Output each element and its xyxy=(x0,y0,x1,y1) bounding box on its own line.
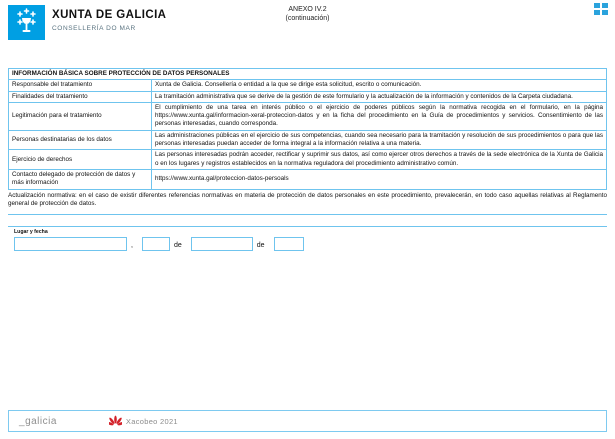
comma-separator: , xyxy=(131,242,133,250)
row-value: Las administraciones públicas en el ejercicio de sus competencias, cuando sea necesario para la tramitación y resolución de sus procedimientos o para que las personas interesadas puedan acceder de forma integral a la información relativa a una materia. xyxy=(152,130,607,150)
row-value: El cumplimiento de una tarea en interés público o el ejercicio de poderes públicos según la normativa recogida en el formulario, en la página https://www.xunta.gal/informacion-xeral-proteccion-datos y en la ficha del procedimiento en la Guía de procedimientos y servicios. Consentimiento de las personas interesadas, cuando corresponda. xyxy=(152,102,607,130)
org-department: CONSELLERÍA DO MAR xyxy=(52,25,136,32)
corner-mark-icon xyxy=(594,3,609,16)
table-row xyxy=(9,150,607,170)
year-input[interactable] xyxy=(274,237,304,251)
row-label: Legitimación para el tratamiento xyxy=(9,102,152,130)
main-content xyxy=(8,68,607,251)
galicia-logo-mark: _ xyxy=(19,415,26,427)
row-label: Responsable del tratamiento xyxy=(9,80,152,91)
table-row xyxy=(9,102,607,130)
page-footer xyxy=(8,410,607,432)
place-input[interactable] xyxy=(14,237,127,251)
table-title: INFORMACIÓN BÁSICA SOBRE PROTECCIÓN DE DATOS PERSONALES xyxy=(9,69,607,80)
xacobeo-label: Xacobeo 2021 xyxy=(125,416,178,426)
galicia-logo-text: galicia xyxy=(25,415,57,427)
row-value: Xunta de Galicia. Consellería o entidad a la que se dirige esta solicitud, escrito o comunicación. xyxy=(152,80,607,91)
row-label: Ejercicio de derechos xyxy=(9,150,152,170)
org-name: XUNTA DE GALICIA xyxy=(52,9,167,21)
table-row xyxy=(9,91,607,102)
normative-update-note: Actualización normativa: en el caso de existir diferentes referencias normativas en materia de protección de datos personales en este procedimiento, prevalecerán, en todo caso aquellas relativas al Reglamento general de protección de datos. xyxy=(8,191,607,207)
row-label: Contacto delegado de protección de datos y más información xyxy=(9,169,152,189)
de-separator: de xyxy=(173,242,182,250)
data-protection-table xyxy=(8,68,607,190)
row-value: Las personas interesadas podrán acceder, rectificar y suprimir sus datos, así como ejercer otros derechos a través de la sede electrónica de la Xunta de Galicia o en los lugares y registros establecidos en la normativa reguladora del procedimiento administrativo común. xyxy=(152,150,607,170)
row-label: Finalidades del tratamiento xyxy=(9,91,152,102)
galicia-logo xyxy=(19,416,57,427)
table-row xyxy=(9,80,607,91)
xacobeo-shell-icon xyxy=(109,415,122,428)
annex-title: ANEXO IV.2 xyxy=(288,6,327,13)
row-label: Personas destinatarias de los datos xyxy=(9,130,152,150)
annex-subtitle: (continuación) xyxy=(285,15,330,22)
day-input[interactable] xyxy=(142,237,170,251)
table-title-row xyxy=(9,69,607,80)
row-value: https://www.xunta.gal/proteccion-datos-persoals xyxy=(152,169,607,189)
xacobeo-logo xyxy=(109,415,178,428)
table-row xyxy=(9,169,607,189)
place-date-label: Lugar y fecha xyxy=(14,229,48,236)
section-divider xyxy=(8,214,607,215)
row-value: La tramitación administrativa que se derive de la gestión de este formulario y la actualización de la información y contenidos de la Carpeta ciudadana. xyxy=(152,91,607,102)
de-separator: de xyxy=(256,242,265,250)
annex-heading xyxy=(0,5,615,23)
table-row xyxy=(9,130,607,150)
month-input[interactable] xyxy=(191,237,253,251)
place-and-date-section xyxy=(8,226,607,251)
